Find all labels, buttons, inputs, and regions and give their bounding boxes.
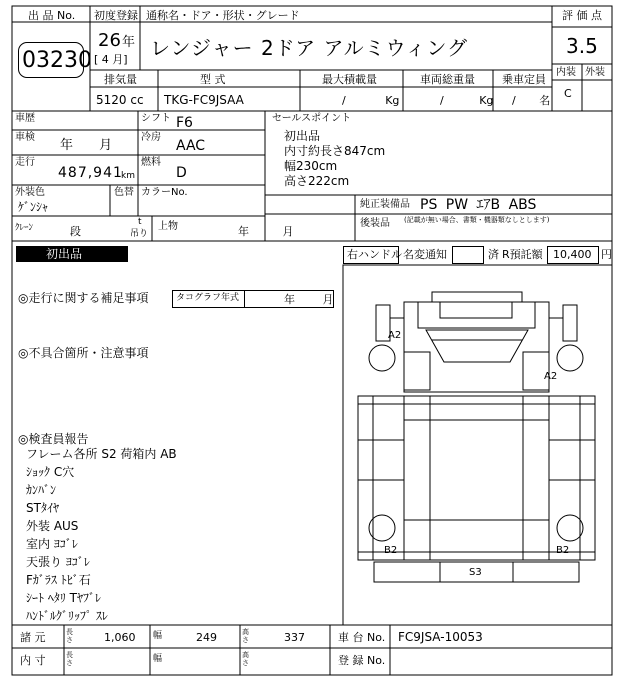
displacement-label: 排気量 bbox=[104, 73, 137, 86]
mileage-value: 487,941 bbox=[58, 165, 123, 181]
displacement-value: 5120 cc bbox=[96, 93, 144, 107]
tacho-value: 年 月 bbox=[284, 293, 334, 306]
recycle-unit: 円 bbox=[601, 248, 612, 261]
damage-mark-a2-left: A2 bbox=[388, 330, 402, 341]
interior-label: 内装 bbox=[556, 67, 576, 78]
history-label: 車歴 bbox=[15, 113, 35, 124]
damage-mark-s3: S3 bbox=[469, 567, 482, 578]
width-label: 幅 bbox=[153, 631, 163, 641]
driving-notes-label: ◎走行に関する補足事項 bbox=[18, 291, 149, 305]
capacity-label: 乗車定員 bbox=[502, 73, 546, 86]
rating-value: 3.5 bbox=[566, 34, 598, 58]
height-label: 高さ bbox=[242, 628, 249, 644]
color-change-label: 色替 bbox=[114, 187, 134, 198]
gross-weight-label: 車両総重量 bbox=[420, 73, 475, 86]
upper-value: 年 月 bbox=[238, 225, 294, 238]
ac-label: 冷房 bbox=[141, 132, 161, 143]
inspector-line: ｼｰﾄ ﾍﾀﾘ Tﾔﾌﾞﾚ bbox=[26, 591, 101, 605]
upper-label: 上物 bbox=[158, 221, 178, 232]
reg-year: 26 bbox=[98, 30, 121, 51]
recycle-done: 済 bbox=[488, 248, 499, 261]
inspector-label: ◎検査員報告 bbox=[18, 432, 89, 446]
inspection-value: 年 月 bbox=[60, 138, 113, 153]
mileage-unit: km bbox=[121, 171, 135, 181]
inspector-line: STﾀｲﾔ bbox=[26, 501, 59, 515]
inner-size-label: 内 寸 bbox=[20, 654, 46, 667]
fuel-value: D bbox=[176, 165, 187, 181]
ext-color-label: 外装色 bbox=[15, 187, 45, 198]
mileage-label: 走行 bbox=[15, 157, 35, 168]
ac-value: AAC bbox=[176, 138, 206, 154]
equipment-value: PS PW ｴｱB ABS bbox=[420, 197, 537, 213]
model-label: 型 式 bbox=[200, 73, 226, 86]
car-name: レンジャー 2ドア アルミウィング bbox=[150, 36, 469, 60]
name-change-label: 名変通知 bbox=[403, 248, 447, 261]
gross-weight-value: / Kg bbox=[440, 94, 494, 107]
crane-label: ｸﾚｰﾝ bbox=[15, 223, 34, 233]
inspector-line: ｶﾝﾊﾞﾝ bbox=[26, 483, 57, 497]
inspector-line: 外装 AUS bbox=[26, 519, 79, 533]
sales-point-label: セールスポイント bbox=[272, 113, 352, 124]
reg-year-unit: 年 bbox=[122, 35, 136, 50]
sales-line: 幅230cm bbox=[284, 159, 338, 173]
inspector-line: フレーム各所 S2 荷箱内 AB bbox=[26, 447, 177, 461]
sales-line: 内寸約長さ847cm bbox=[284, 144, 386, 158]
sales-line: 初出品 bbox=[284, 129, 321, 143]
inner-height-label: 高さ bbox=[242, 651, 249, 667]
equipment-label: 純正装備品 bbox=[360, 199, 410, 210]
chassis-value: FC9JSA-10053 bbox=[398, 630, 483, 644]
damage-mark-b2-left: B2 bbox=[384, 545, 398, 556]
rating-label: 評 価 点 bbox=[562, 9, 602, 22]
width-value: 249 bbox=[196, 631, 217, 644]
max-load-label: 最大積載量 bbox=[322, 73, 377, 86]
height-value: 337 bbox=[284, 631, 305, 644]
shift-label: シフト bbox=[141, 113, 171, 124]
ext-color-value: ｹﾞﾝｼｬ bbox=[18, 200, 49, 214]
after-parts-label: 後装品 bbox=[360, 218, 390, 229]
shift-value: F6 bbox=[176, 115, 193, 131]
chassis-label: 車 台 No. bbox=[338, 631, 386, 644]
max-load-value: / Kg bbox=[342, 94, 400, 107]
lot-no: 03230 bbox=[22, 48, 92, 73]
model-value: TKG-FC9JSAA bbox=[164, 93, 244, 107]
recycle-label: R預託額 bbox=[502, 248, 543, 261]
tacho-label: タコグラフ年式 bbox=[176, 293, 240, 303]
inspector-line: 天張り ﾖｺﾞﾚ bbox=[26, 555, 90, 569]
lot-no-label: 出 品 No. bbox=[28, 9, 76, 22]
specs-label: 諸 元 bbox=[20, 631, 46, 644]
defects-label: ◎不具合箇所・注意事項 bbox=[18, 346, 149, 360]
inner-width-label: 幅 bbox=[153, 654, 163, 664]
after-parts-note: (記載が無い場合、書類・機器類なしとします) bbox=[404, 216, 550, 224]
registration-label: 登 録 No. bbox=[338, 654, 386, 667]
car-name-label: 通称名・ドア・形状・グレード bbox=[146, 9, 300, 22]
crane-steps: 段 bbox=[70, 225, 81, 238]
first-reg-label: 初度登録 bbox=[94, 9, 138, 22]
fuel-label: 燃料 bbox=[141, 157, 161, 168]
exterior-label: 外装 bbox=[585, 67, 605, 78]
length-value: 1,060 bbox=[104, 631, 136, 644]
inspector-line: 室内 ﾖｺﾞﾚ bbox=[26, 537, 78, 551]
damage-mark-a2-right: A2 bbox=[544, 371, 558, 382]
interior-value: C bbox=[564, 87, 572, 100]
length-label: 長さ bbox=[66, 628, 73, 644]
recycle-amount: 10,400 bbox=[553, 248, 592, 261]
capacity-value: / 名 bbox=[512, 94, 551, 107]
right-hand-label: 右ハンドル bbox=[347, 248, 402, 261]
inspector-line: ｼｮｯｸ C穴 bbox=[26, 465, 75, 479]
inspector-line: ﾊﾝﾄﾞﾙｸﾞﾘｯﾌﾟ ｽﾚ bbox=[26, 609, 108, 623]
inner-length-label: 長さ bbox=[66, 651, 73, 667]
color-no-label: カラーNo. bbox=[141, 187, 188, 198]
sales-line: 高さ222cm bbox=[284, 174, 350, 188]
first-listing-text: 初出品 bbox=[46, 247, 83, 261]
reg-month: [ 4 月] bbox=[94, 53, 128, 66]
crane-hook: 吊り bbox=[130, 229, 149, 239]
crane-tons: t bbox=[138, 217, 142, 227]
damage-mark-b2-right: B2 bbox=[556, 545, 570, 556]
inspection-label: 車検 bbox=[15, 132, 35, 143]
inspector-line: Fｶﾞﾗｽ ﾄﾋﾞ石 bbox=[26, 573, 91, 587]
